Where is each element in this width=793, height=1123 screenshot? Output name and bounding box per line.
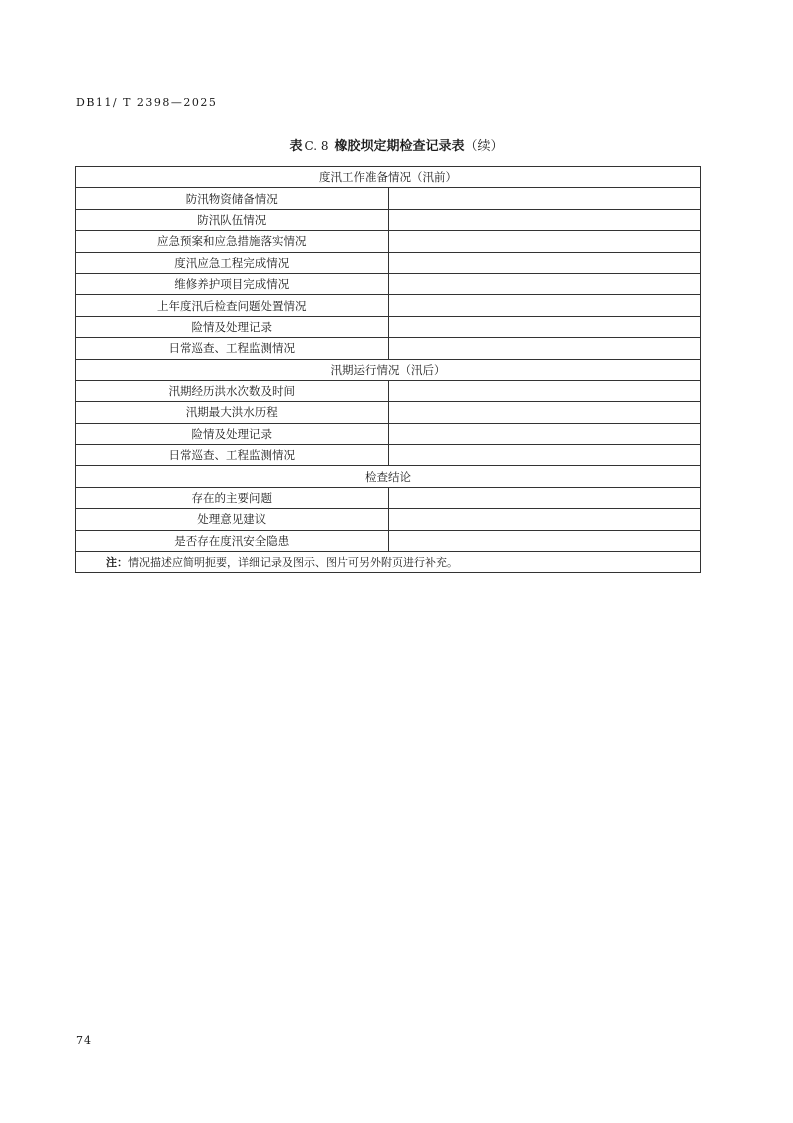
- row-label: 应急预案和应急措施落实情况: [76, 231, 389, 252]
- row-value-cell[interactable]: [388, 273, 701, 294]
- row-value-cell[interactable]: [388, 231, 701, 252]
- table-row: [76, 380, 701, 401]
- table-row: [76, 273, 701, 294]
- row-value-cell[interactable]: [388, 295, 701, 316]
- table-row: [76, 338, 701, 359]
- table-row: [76, 487, 701, 508]
- row-label: 上年度汛后检查问题处置情况: [76, 295, 389, 316]
- section-header-row: [76, 167, 701, 188]
- page-number: 74: [76, 1034, 92, 1047]
- row-value-cell[interactable]: [388, 188, 701, 209]
- note-text: 情况描述应简明扼要，详细记录及图示、图片可另外附页进行补充。: [128, 556, 458, 570]
- row-value-cell[interactable]: [388, 423, 701, 444]
- table-row: [76, 423, 701, 444]
- row-value-cell[interactable]: [388, 380, 701, 401]
- table-row: [76, 316, 701, 337]
- table-row: [76, 295, 701, 316]
- table-title-prefix: 表: [289, 139, 303, 154]
- row-label: 险情及处理记录: [76, 423, 389, 444]
- row-label: 汛期最大洪水历程: [76, 402, 389, 423]
- table-row: [76, 209, 701, 230]
- row-value-cell[interactable]: [388, 252, 701, 273]
- table-row: [76, 509, 701, 530]
- row-label: 汛期经历洪水次数及时间: [76, 380, 389, 401]
- row-label: 维修养护项目完成情况: [76, 273, 389, 294]
- note-row: [76, 552, 701, 573]
- row-value-cell[interactable]: [388, 316, 701, 337]
- row-label: 日常巡查、工程监测情况: [76, 445, 389, 466]
- row-label: 防汛队伍情况: [76, 209, 389, 230]
- row-value-cell[interactable]: [388, 509, 701, 530]
- table-note: [76, 552, 701, 573]
- table-row: [76, 252, 701, 273]
- row-value-cell[interactable]: [388, 487, 701, 508]
- row-label: 防汛物资储备情况: [76, 188, 389, 209]
- table-title-name: 橡胶坝定期检查记录表: [334, 139, 465, 154]
- row-value-cell[interactable]: [388, 338, 701, 359]
- table-title-suffix: （续）: [464, 139, 504, 154]
- section-header-conclusion: 检查结论: [76, 466, 701, 487]
- section-header-row: [76, 359, 701, 380]
- row-label: 险情及处理记录: [76, 316, 389, 337]
- row-label: 存在的主要问题: [76, 487, 389, 508]
- table-title-code: C. 8: [304, 139, 329, 153]
- inspection-record-table: [75, 166, 701, 573]
- row-value-cell[interactable]: [388, 445, 701, 466]
- section-header-before-flood: 度汛工作准备情况（汛前）: [76, 167, 701, 188]
- note-label: 注：: [106, 556, 128, 570]
- row-label: 度汛应急工程完成情况: [76, 252, 389, 273]
- table-title: [0, 135, 793, 154]
- table-row: [76, 530, 701, 551]
- row-value-cell[interactable]: [388, 530, 701, 551]
- row-value-cell[interactable]: [388, 402, 701, 423]
- row-label: 日常巡查、工程监测情况: [76, 338, 389, 359]
- table-row: [76, 231, 701, 252]
- row-label: 是否存在度汛安全隐患: [76, 530, 389, 551]
- section-header-after-flood: 汛期运行情况（汛后）: [76, 359, 701, 380]
- document-code: DB11/ T 2398—2025: [76, 96, 218, 109]
- table-row: [76, 188, 701, 209]
- table-row: [76, 445, 701, 466]
- row-label: 处理意见建议: [76, 509, 389, 530]
- table-row: [76, 402, 701, 423]
- row-value-cell[interactable]: [388, 209, 701, 230]
- section-header-row: [76, 466, 701, 487]
